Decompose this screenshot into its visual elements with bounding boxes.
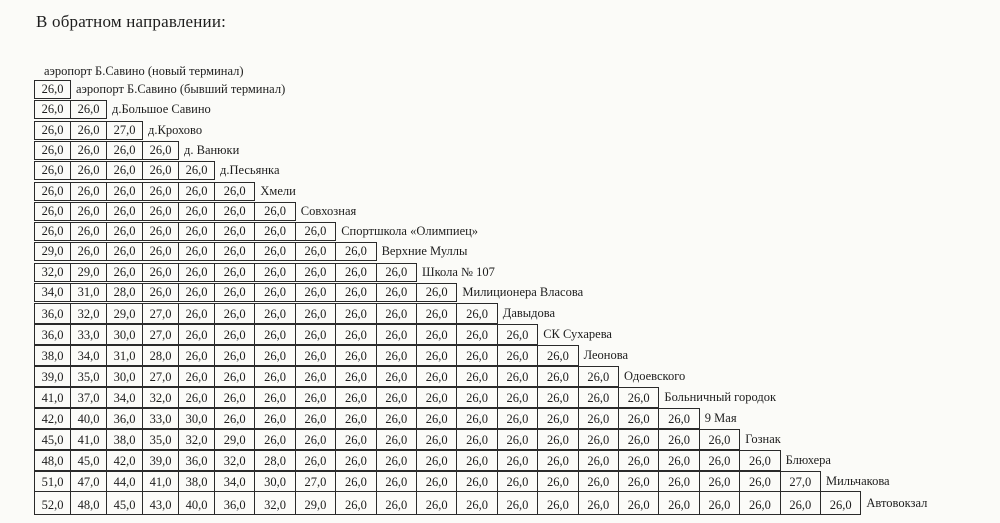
fare-cell: 26,0 <box>214 182 255 201</box>
fare-cell: 26,0 <box>497 387 538 408</box>
fare-cell: 26,0 <box>699 471 740 492</box>
fare-cell: 33,0 <box>70 324 107 345</box>
fare-cell: 26,0 <box>106 202 143 221</box>
fare-cell: 45,0 <box>34 429 71 450</box>
fare-cell: 34,0 <box>214 471 255 492</box>
fare-cell: 38,0 <box>106 429 143 450</box>
fare-cell: 26,0 <box>106 161 143 180</box>
fare-cell: 26,0 <box>295 429 336 450</box>
fare-cell: 26,0 <box>178 387 215 408</box>
fare-cell: 26,0 <box>34 202 71 221</box>
fare-cell: 43,0 <box>142 491 179 515</box>
fare-cell: 26,0 <box>106 263 143 282</box>
fare-cell: 28,0 <box>254 450 295 471</box>
fare-cell: 36,0 <box>178 450 215 471</box>
fare-cell: 26,0 <box>295 222 336 241</box>
fare-cell: 26,0 <box>376 263 417 282</box>
fare-cell: 26,0 <box>699 429 740 450</box>
fare-cell: 36,0 <box>106 408 143 429</box>
stop-name: Давыдова <box>502 306 556 321</box>
fare-cell: 26,0 <box>214 387 255 408</box>
fare-cell: 26,0 <box>578 450 619 471</box>
fare-cell: 27,0 <box>295 471 336 492</box>
fare-cell: 26,0 <box>34 141 71 160</box>
fare-cell: 26,0 <box>178 242 215 261</box>
fare-cell: 31,0 <box>70 283 107 302</box>
fare-cell: 26,0 <box>537 345 578 366</box>
fare-cell: 26,0 <box>335 387 376 408</box>
fare-cell: 28,0 <box>106 283 143 302</box>
fare-cell: 26,0 <box>376 283 417 302</box>
fare-cell: 26,0 <box>658 491 699 515</box>
fare-cell: 26,0 <box>214 408 255 429</box>
fare-cell: 26,0 <box>254 263 295 282</box>
fare-cell: 26,0 <box>295 283 336 302</box>
fare-cell: 26,0 <box>178 182 215 201</box>
fare-cell: 26,0 <box>739 471 780 492</box>
fare-cell: 36,0 <box>214 491 255 515</box>
fare-cell: 26,0 <box>335 429 376 450</box>
fare-cell: 26,0 <box>295 242 336 261</box>
fare-cell: 26,0 <box>178 345 215 366</box>
stop-name: Хмели <box>260 183 296 198</box>
fare-cell: 26,0 <box>578 491 619 515</box>
fare-cell: 39,0 <box>142 450 179 471</box>
fare-cell: 26,0 <box>142 222 179 241</box>
fare-cell: 26,0 <box>578 408 619 429</box>
fare-cell: 26,0 <box>295 450 336 471</box>
fare-cell: 26,0 <box>537 408 578 429</box>
fare-cell: 48,0 <box>70 491 107 515</box>
fare-cell: 26,0 <box>376 471 417 492</box>
fare-cell: 26,0 <box>142 263 179 282</box>
stop-name: Автовокзал <box>866 495 928 510</box>
fare-cell: 26,0 <box>416 408 457 429</box>
fare-cell: 26,0 <box>416 429 457 450</box>
fare-cell: 27,0 <box>142 366 179 387</box>
fare-cell: 26,0 <box>34 121 71 140</box>
fare-cell: 26,0 <box>456 345 497 366</box>
fare-cell: 26,0 <box>335 242 376 261</box>
fare-cell: 26,0 <box>578 387 619 408</box>
fare-cell: 26,0 <box>618 429 659 450</box>
fare-cell: 26,0 <box>537 491 578 515</box>
fare-cell: 26,0 <box>335 345 376 366</box>
stop-name: Милиционера Власова <box>462 285 584 299</box>
fare-cell: 26,0 <box>335 263 376 282</box>
fare-cell: 26,0 <box>456 387 497 408</box>
fare-cell: 38,0 <box>34 345 71 366</box>
fare-cell: 26,0 <box>214 222 255 241</box>
fare-cell: 26,0 <box>416 345 457 366</box>
fare-cell: 34,0 <box>70 345 107 366</box>
fare-cell: 26,0 <box>658 471 699 492</box>
fare-cell: 26,0 <box>142 202 179 221</box>
fare-cell: 44,0 <box>106 471 143 492</box>
fare-cell: 26,0 <box>34 80 71 99</box>
fare-cell: 26,0 <box>739 450 780 471</box>
fare-cell: 26,0 <box>254 202 295 221</box>
fare-cell: 26,0 <box>456 303 497 324</box>
fare-cell: 26,0 <box>214 345 255 366</box>
fare-cell: 26,0 <box>295 366 336 387</box>
fare-cell: 26,0 <box>214 242 255 261</box>
fare-cell: 26,0 <box>335 303 376 324</box>
fare-cell: 26,0 <box>376 450 417 471</box>
fare-cell: 26,0 <box>254 283 295 302</box>
fare-cell: 45,0 <box>106 491 143 515</box>
fare-cell: 26,0 <box>416 366 457 387</box>
fare-cell: 26,0 <box>335 491 376 515</box>
fare-cell: 26,0 <box>295 303 336 324</box>
fare-cell: 47,0 <box>70 471 107 492</box>
fare-cell: 26,0 <box>376 324 417 345</box>
fare-cell: 36,0 <box>34 303 71 324</box>
fare-cell: 32,0 <box>178 429 215 450</box>
fare-cell: 26,0 <box>70 121 107 140</box>
fare-cell: 37,0 <box>70 387 107 408</box>
fare-cell: 26,0 <box>106 182 143 201</box>
fare-cell: 35,0 <box>70 366 107 387</box>
fare-cell: 35,0 <box>142 429 179 450</box>
fare-cell: 26,0 <box>70 100 107 119</box>
fare-cell: 26,0 <box>376 366 417 387</box>
stop-name: Мильчакова <box>826 473 890 488</box>
fare-cell: 26,0 <box>618 408 659 429</box>
fare-cell: 45,0 <box>70 450 107 471</box>
fare-cell: 26,0 <box>254 387 295 408</box>
fare-cell: 26,0 <box>416 324 457 345</box>
fare-cell: 30,0 <box>106 366 143 387</box>
fare-cell: 33,0 <box>142 408 179 429</box>
fare-cell: 26,0 <box>178 222 215 241</box>
stop-name: Спортшкола «Олимпиец» <box>341 224 479 239</box>
fare-cell: 26,0 <box>416 303 457 324</box>
fare-cell: 26,0 <box>699 491 740 515</box>
fare-cell: 26,0 <box>254 408 295 429</box>
fare-cell: 26,0 <box>70 141 107 160</box>
fare-cell: 42,0 <box>106 450 143 471</box>
fare-cell: 26,0 <box>178 303 215 324</box>
fare-cell: 26,0 <box>34 100 71 119</box>
stop-name: Одоевского <box>624 369 686 383</box>
fare-cell: 26,0 <box>34 161 71 180</box>
fare-cell: 26,0 <box>254 345 295 366</box>
fare-cell: 26,0 <box>497 345 538 366</box>
fare-cell: 26,0 <box>178 161 215 180</box>
fare-cell: 31,0 <box>106 345 143 366</box>
fare-cell: 26,0 <box>214 324 255 345</box>
fare-cell: 26,0 <box>456 324 497 345</box>
fare-cell: 26,0 <box>178 263 215 282</box>
fare-cell: 26,0 <box>658 450 699 471</box>
fare-cell: 26,0 <box>456 471 497 492</box>
fare-cell: 30,0 <box>178 408 215 429</box>
fare-cell: 26,0 <box>178 366 215 387</box>
fare-cell: 26,0 <box>618 491 659 515</box>
fare-cell: 26,0 <box>456 408 497 429</box>
fare-cell: 26,0 <box>456 491 497 515</box>
fare-cell: 26,0 <box>780 491 821 515</box>
fare-cell: 27,0 <box>780 471 821 492</box>
fare-cell: 32,0 <box>142 387 179 408</box>
fare-cell: 29,0 <box>34 242 71 261</box>
fare-cell: 26,0 <box>456 429 497 450</box>
fare-cell: 26,0 <box>254 324 295 345</box>
fare-cell: 26,0 <box>214 283 255 302</box>
stop-name: д. Ванюки <box>184 142 240 157</box>
fare-cell: 26,0 <box>178 202 215 221</box>
fare-cell: 26,0 <box>142 182 179 201</box>
stop-name: СК Сухарева <box>543 327 612 342</box>
fare-cell: 26,0 <box>618 450 659 471</box>
fare-cell: 26,0 <box>254 429 295 450</box>
fare-cell: 52,0 <box>34 491 71 515</box>
fare-cell: 26,0 <box>578 471 619 492</box>
fare-cell: 42,0 <box>34 408 71 429</box>
fare-cell: 26,0 <box>416 283 457 302</box>
fare-cell: 26,0 <box>739 491 780 515</box>
fare-cell: 29,0 <box>295 491 336 515</box>
fare-cell: 26,0 <box>70 222 107 241</box>
fare-cell: 26,0 <box>335 471 376 492</box>
fare-cell: 26,0 <box>214 366 255 387</box>
fare-cell: 26,0 <box>456 450 497 471</box>
fare-cell: 26,0 <box>106 222 143 241</box>
fare-cell: 26,0 <box>335 408 376 429</box>
fare-cell: 26,0 <box>537 471 578 492</box>
stop-name: Совхозная <box>300 203 357 218</box>
fare-cell: 26,0 <box>618 471 659 492</box>
fare-cell: 29,0 <box>214 429 255 450</box>
stop-name: Леонова <box>583 348 629 363</box>
fare-cell: 26,0 <box>618 387 659 408</box>
fare-cell: 26,0 <box>820 491 861 515</box>
fare-cell: 26,0 <box>70 242 107 261</box>
fare-cell: 26,0 <box>295 345 336 366</box>
fare-cell: 29,0 <box>106 303 143 324</box>
fare-cell: 26,0 <box>578 366 619 387</box>
fare-cell: 26,0 <box>335 324 376 345</box>
fare-cell: 30,0 <box>106 324 143 345</box>
fare-cell: 26,0 <box>106 141 143 160</box>
fare-cell: 26,0 <box>376 491 417 515</box>
fare-cell: 26,0 <box>178 324 215 345</box>
fare-cell: 26,0 <box>537 366 578 387</box>
page-title: В обратном направлении: <box>36 12 227 31</box>
fare-cell: 26,0 <box>497 408 538 429</box>
stop-name: д.Большое Савино <box>112 102 211 117</box>
fare-cell: 38,0 <box>178 471 215 492</box>
stop-name: 9 Мая <box>704 410 737 425</box>
fare-cell: 26,0 <box>34 182 71 201</box>
fare-cell: 26,0 <box>699 450 740 471</box>
fare-cell: 28,0 <box>142 345 179 366</box>
fare-cell: 51,0 <box>34 471 71 492</box>
fare-cell: 26,0 <box>376 303 417 324</box>
fare-cell: 26,0 <box>416 471 457 492</box>
fare-cell: 26,0 <box>416 491 457 515</box>
fare-cell: 26,0 <box>578 429 619 450</box>
fare-cell: 26,0 <box>335 366 376 387</box>
fare-cell: 26,0 <box>254 222 295 241</box>
stop-name: Больничный городок <box>664 389 777 404</box>
fare-cell: 29,0 <box>70 263 107 282</box>
fare-cell: 40,0 <box>178 491 215 515</box>
fare-cell: 26,0 <box>497 366 538 387</box>
fare-cell: 48,0 <box>34 450 71 471</box>
fare-cell: 32,0 <box>214 450 255 471</box>
fare-cell: 26,0 <box>142 161 179 180</box>
fare-cell: 26,0 <box>254 303 295 324</box>
fare-cell: 26,0 <box>214 303 255 324</box>
fare-cell: 26,0 <box>416 450 457 471</box>
fare-cell: 26,0 <box>70 161 107 180</box>
fare-cell: 26,0 <box>416 387 457 408</box>
fare-cell: 26,0 <box>178 283 215 302</box>
stop-name: д.Песьянка <box>220 163 280 178</box>
fare-cell: 26,0 <box>295 408 336 429</box>
fare-cell: 26,0 <box>537 387 578 408</box>
fare-cell: 26,0 <box>497 324 538 345</box>
fare-cell: 26,0 <box>497 450 538 471</box>
fare-cell: 26,0 <box>106 242 143 261</box>
fare-cell: 26,0 <box>214 202 255 221</box>
fare-cell: 41,0 <box>34 387 71 408</box>
stop-name: аэропорт Б.Савино (бывший терминал) <box>76 82 286 96</box>
fare-cell: 26,0 <box>376 429 417 450</box>
fare-cell: 32,0 <box>70 303 107 324</box>
stop-name: Верхние Муллы <box>381 244 468 259</box>
fare-cell: 26,0 <box>214 263 255 282</box>
fare-cell: 39,0 <box>34 366 71 387</box>
fare-cell: 41,0 <box>142 471 179 492</box>
fare-cell: 26,0 <box>497 429 538 450</box>
fare-cell: 26,0 <box>70 202 107 221</box>
fare-cell: 26,0 <box>295 263 336 282</box>
fare-cell: 32,0 <box>34 263 71 282</box>
fare-cell: 26,0 <box>295 324 336 345</box>
fare-cell: 26,0 <box>142 283 179 302</box>
fare-cell: 26,0 <box>34 222 71 241</box>
fare-cell: 26,0 <box>335 450 376 471</box>
fare-cell: 40,0 <box>70 408 107 429</box>
fare-cell: 32,0 <box>254 491 295 515</box>
stop-name: д.Крохово <box>148 122 203 137</box>
fare-cell: 26,0 <box>537 429 578 450</box>
fare-cell: 26,0 <box>376 345 417 366</box>
fare-cell: 27,0 <box>142 303 179 324</box>
fare-cell: 26,0 <box>376 408 417 429</box>
fare-cell: 26,0 <box>456 366 497 387</box>
fare-cell: 26,0 <box>376 387 417 408</box>
fare-cell: 26,0 <box>658 429 699 450</box>
fare-cell: 34,0 <box>34 283 71 302</box>
fare-cell: 26,0 <box>537 450 578 471</box>
fare-cell: 26,0 <box>142 242 179 261</box>
stop-name: Школа № 107 <box>422 264 495 279</box>
fare-cell: 26,0 <box>254 366 295 387</box>
fare-cell: 26,0 <box>497 471 538 492</box>
fare-cell: 30,0 <box>254 471 295 492</box>
first-stop-label: аэропорт Б.Савино (новый терминал) <box>44 64 244 78</box>
fare-cell: 26,0 <box>658 408 699 429</box>
fare-cell: 41,0 <box>70 429 107 450</box>
fare-cell: 27,0 <box>142 324 179 345</box>
fare-cell: 34,0 <box>106 387 143 408</box>
fare-cell: 26,0 <box>295 387 336 408</box>
fare-cell: 36,0 <box>34 324 71 345</box>
fare-cell: 27,0 <box>106 121 143 140</box>
fare-cell: 26,0 <box>497 491 538 515</box>
stop-name: Гознак <box>745 431 781 446</box>
stop-name: Блюхера <box>785 452 831 467</box>
fare-cell: 26,0 <box>70 182 107 201</box>
fare-cell: 26,0 <box>254 242 295 261</box>
fare-cell: 26,0 <box>142 141 179 160</box>
fare-cell: 26,0 <box>335 283 376 302</box>
